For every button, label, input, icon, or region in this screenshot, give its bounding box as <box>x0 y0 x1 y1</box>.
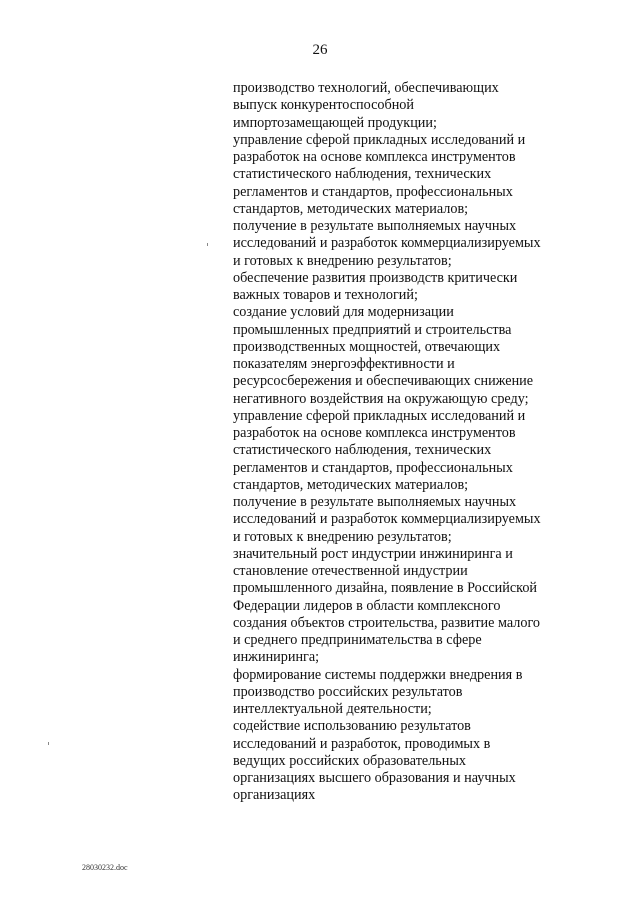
text-line: ведущих российских образовательных <box>233 752 466 769</box>
text-line: важных товаров и технологий; <box>233 287 418 303</box>
text-line: выпуск конкурентоспособной <box>233 97 414 114</box>
text-line: и готовых к внедрению результатов; <box>233 528 452 545</box>
text-line: обеспечение развития производств критически <box>233 269 518 286</box>
text-line: становление отечественной индустрии <box>233 563 468 579</box>
text-line: организациях <box>233 787 316 804</box>
text-line: разработок на основе комплекса инструментов <box>233 149 516 165</box>
text-line: и готовых к внедрению результатов; <box>233 252 452 269</box>
text-line: негативного воздействия на окружающую среду; <box>233 390 529 407</box>
text-line: организациях высшего образования и научных <box>233 770 516 786</box>
text-line: исследований и разработок, проводимых в <box>233 735 491 752</box>
text-line: Федерации лидеров в области комплексного <box>233 597 501 614</box>
text-line: промышленных предприятий и строительства <box>233 321 512 338</box>
text-line: производство российских результатов <box>233 683 463 700</box>
text-line: промышленного дизайна, появление в Российской <box>233 580 538 597</box>
document-body <box>233 80 573 805</box>
text-line: интеллектуальной деятельности; <box>233 701 432 717</box>
text-line: импортозамещающей продукции; <box>233 114 437 131</box>
text-line: получение в результате выполняемых научных <box>233 494 517 510</box>
text-line: стандартов, методических материалов; <box>233 476 469 493</box>
text-line: статистического наблюдения, технических <box>233 442 492 459</box>
text-line: производственных мощностей, отвечающих <box>233 338 501 355</box>
text-line: исследований и разработок коммерциализируемых <box>233 235 541 252</box>
scan-speck <box>48 742 49 745</box>
text-line: управление сферой прикладных исследований и <box>233 407 526 424</box>
text-line: регламентов и стандартов, профессиональных <box>233 183 513 200</box>
text-line: создания объектов строительства, развитие малого <box>233 614 541 631</box>
footer-filename: 28030232.doc <box>82 863 128 872</box>
scan-speck <box>207 243 208 246</box>
text-line: разработок на основе комплекса инструментов <box>233 425 516 441</box>
text-line: и среднего предпринимательства в сфере <box>233 632 482 648</box>
text-line: статистического наблюдения, технических <box>233 166 492 183</box>
text-line: показателям энергоэффективности и <box>233 356 455 372</box>
text-line: производство технологий, обеспечивающих <box>233 80 499 96</box>
text-line: управление сферой прикладных исследований и <box>233 131 526 148</box>
text-line: инжиниринга; <box>233 649 320 666</box>
text-line: стандартов, методических материалов; <box>233 200 469 217</box>
text-line: регламентов и стандартов, профессиональных <box>233 459 513 476</box>
text-line: исследований и разработок коммерциализируемых <box>233 511 541 528</box>
text-line: ресурсосбережения и обеспечивающих снижение <box>233 373 534 390</box>
text-line: содействие использованию результатов <box>233 718 471 735</box>
text-line: значительный рост индустрии инжиниринга и <box>233 545 513 562</box>
text-line: создание условий для модернизации <box>233 304 454 321</box>
page-number: 26 <box>312 42 328 58</box>
text-line: получение в результате выполняемых научных <box>233 218 517 234</box>
text-line: формирование системы поддержки внедрения в <box>233 666 523 683</box>
